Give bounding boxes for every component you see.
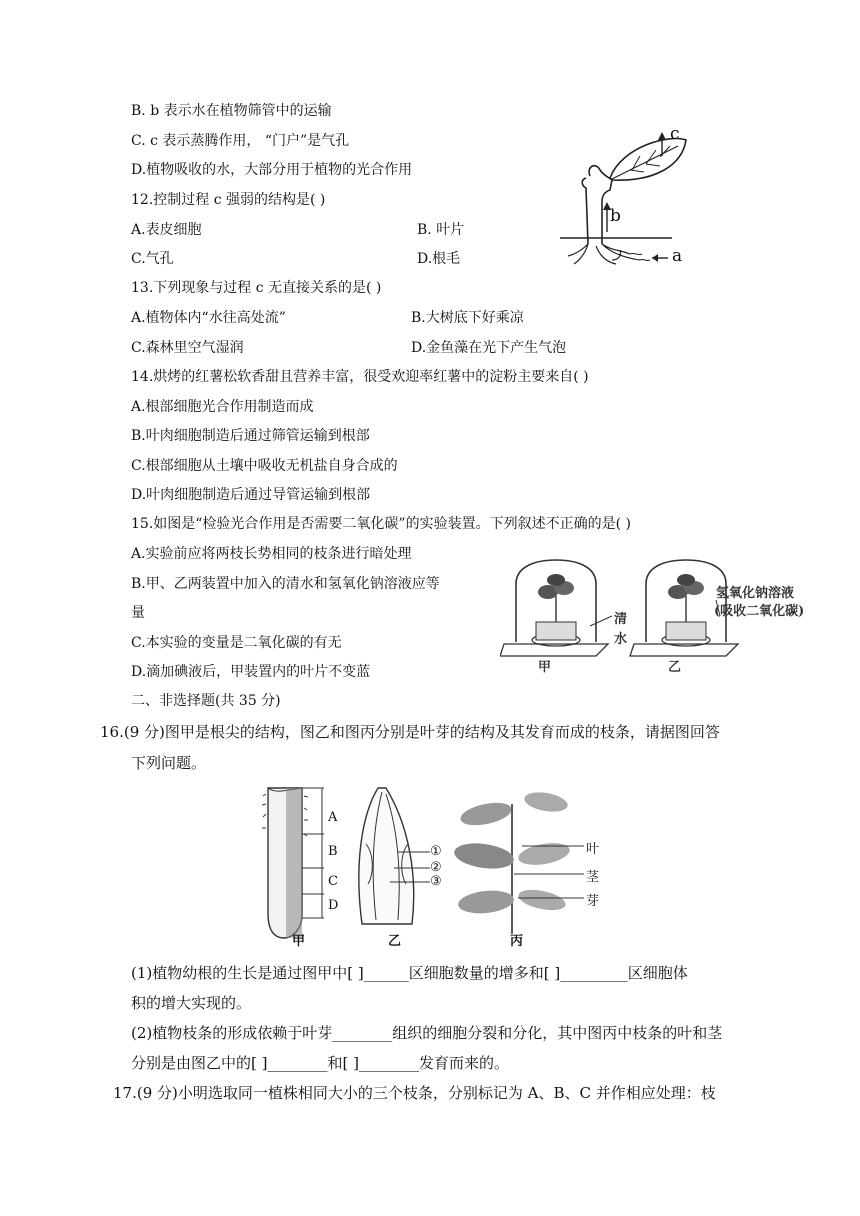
q17-stem: 17.(9 分)小明选取同一植株相同大小的三个枝条，分别标记为 A、B、C 并作相应处理：枝: [113, 1084, 716, 1102]
bud-label-3: ③: [430, 874, 442, 889]
root-label-c: C: [328, 874, 338, 889]
q13-option-b: B.大树底下好乘凉: [411, 310, 524, 326]
q12-option-d: D.根毛: [417, 251, 461, 267]
root-bud-branch-figure: [262, 784, 618, 950]
co2-experiment-figure: [500, 556, 820, 676]
q12-stem: 12.控制过程 c 强弱的结构是( ): [131, 192, 326, 208]
q12-option-b: B. 叶片: [417, 222, 465, 238]
q14-option-a: A.根部细胞光合作用制造而成: [131, 399, 314, 415]
branch-label-stem: 茎: [586, 870, 600, 885]
q15-option-b: B.甲、乙两装置中加入的清水和氢氧化钠溶液应等: [131, 576, 440, 592]
figure-label-b: b: [610, 206, 621, 226]
q13-option-d: D.金鱼藻在光下产生气泡: [411, 340, 567, 356]
root-label-d: D: [328, 898, 339, 913]
root-label-a: A: [328, 810, 338, 825]
label-water-1: 清: [614, 612, 628, 627]
q14-option-b: B.叶肉细胞制造后通过筛管运输到根部: [131, 428, 370, 444]
q11-option-c: C. c 表示蒸腾作用， “门户”是气孔: [131, 133, 350, 149]
q13-option-a: A.植物体内“水往高处流”: [131, 310, 286, 326]
q12-option-c: C.气孔: [131, 251, 174, 267]
figure-label-a: a: [672, 246, 683, 266]
root-tip-drawing: [262, 788, 324, 938]
q14-option-d: D.叶肉细胞制造后通过导管运输到根部: [131, 487, 371, 503]
q14-stem: 14.烘烤的红薯松软香甜且营养丰富，很受欢迎率红薯中的淀粉主要来自( ): [131, 369, 589, 385]
q16-stem-line2: 下列问题。: [131, 754, 207, 772]
branch-label-bud: 芽: [586, 894, 600, 909]
fig-name-jia: 甲: [292, 934, 306, 949]
leaf-bud-drawing: [359, 788, 430, 924]
q13-option-c: C.森林里空气湿润: [131, 340, 244, 356]
q16-part2-line2: 分别是由图乙中的[ ]________和[ ]________发育而来的。: [131, 1054, 509, 1072]
label-naoh-1: 氢氧化钠溶液: [716, 586, 795, 601]
q15-option-a: A.实验前应将两枝长势相同的枝条进行暗处理: [131, 546, 412, 562]
q14-option-c: C.根部细胞从土壤中吸收无机盐自身合成的: [131, 458, 398, 474]
bud-label-1: ①: [430, 844, 442, 859]
q13-stem: 13.下列现象与过程 c 无直接关系的是( ): [131, 280, 382, 296]
q16-part1-line2: 积的增大实现的。: [131, 994, 252, 1012]
bell-jar-jia: [500, 560, 612, 656]
q15-stem: 15.如图是“检验光合作用是否需要二氧化碳”的实验装置。下列叙述不正确的是( ): [131, 516, 631, 532]
fig-name-yi: 乙: [388, 934, 402, 949]
label-water-2: 水: [614, 632, 628, 647]
q15-option-b-cont: 量: [131, 605, 145, 621]
branch-label-leaf: 叶: [586, 842, 600, 857]
figure-label-c: c: [670, 124, 680, 144]
q12-option-a: A.表皮细胞: [131, 222, 202, 238]
bud-label-2: ②: [430, 860, 442, 875]
q11-option-b: B. b 表示水在植物筛管中的运输: [131, 103, 332, 119]
fig-name-bing: 丙: [510, 934, 524, 949]
label-yi: 乙: [668, 660, 682, 675]
q11-option-d: D.植物吸收的水，大部分用于植物的光合作用: [131, 162, 413, 178]
root-label-b: B: [328, 844, 338, 859]
q16-part1-line1: (1)植物幼根的生长是通过图甲中[ ]______区细胞数量的增多和[ ]_________区细胞体: [131, 964, 688, 982]
label-jia: 甲: [538, 660, 552, 675]
q16-part2-line1: (2)植物枝条的形成依赖于叶芽________组织的细胞分裂和分化，其中图丙中枝条的叶和茎: [131, 1024, 723, 1042]
q16-stem-line1: 16.(9 分)图甲是根尖的结构，图乙和图丙分别是叶芽的结构及其发育而成的枝条，请据图回答: [100, 723, 720, 741]
label-naoh-2: (吸收二氧化碳): [714, 604, 805, 619]
q15-option-d: D.滴加碘液后，甲装置内的叶片不变蓝: [131, 664, 371, 680]
q15-option-c: C.本实验的变量是二氧化碳的有无: [131, 635, 342, 651]
branch-drawing: [453, 789, 584, 934]
plant-transpiration-figure: [560, 126, 710, 276]
section-heading: 二、非选择题(共 35 分): [131, 693, 281, 709]
